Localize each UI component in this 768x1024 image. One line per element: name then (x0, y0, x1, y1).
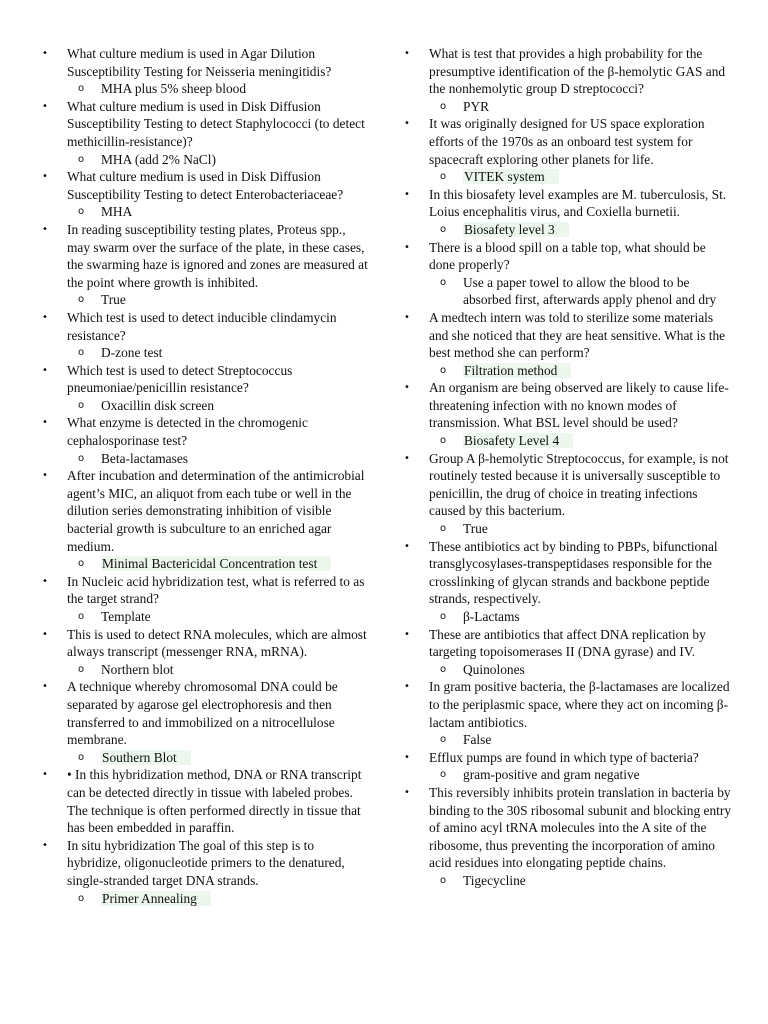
answer-item (38, 450, 368, 468)
question-text: In gram positive bacteria, the β-lactamases are localized to the periplasmic space, where they act on incoming β-lactam antibiotics. (429, 679, 730, 730)
question-item (38, 168, 368, 203)
question-item (38, 766, 368, 836)
sub-bullet-icon: o (440, 100, 447, 112)
bullet-icon: • (42, 100, 48, 112)
sub-bullet-icon: o (440, 734, 447, 746)
sub-bullet-icon: o (78, 399, 85, 411)
left-column (38, 45, 368, 907)
answer-item (400, 274, 735, 309)
answer-item (38, 397, 368, 415)
question-item (38, 837, 368, 890)
question-text: This reversibly inhibits protein translation in bacteria by binding to the 30S ribosomal subunit and blocking entry of amino acyl tRNA molecules into the A site of the ribosome, thus preventing the incorporation of amino acid residues into elongating peptide chains. (429, 784, 732, 871)
answer-item (400, 608, 735, 626)
answer-item (38, 890, 368, 908)
question-item (400, 309, 735, 362)
sub-bullet-icon: o (78, 611, 85, 622)
answer-item (38, 80, 368, 98)
sub-bullet-icon: o (78, 294, 85, 306)
sub-bullet-icon: o (78, 83, 85, 95)
bullet-icon: • (42, 48, 48, 59)
answer-text: Tigecycline (463, 872, 526, 888)
question-text: In reading susceptibility testing plates, Proteus spp., may swarm over the surface of the plate, in these cases, the swarming haze is ignored and zones are measured at the point where growth is inhibited. (67, 221, 368, 290)
question-text: What is test that provides a high probability for the presumptive identification of the β-hemolytic GAS and the nonhemolytic group D streptococci? (429, 46, 726, 97)
sub-bullet-icon: o (78, 558, 85, 570)
answer-text: Quinolones (463, 661, 525, 677)
bullet-icon: • (404, 452, 410, 464)
question-item (38, 362, 368, 397)
bullet-icon: • (42, 223, 48, 235)
question-item (400, 450, 735, 520)
sub-bullet-icon: o (440, 611, 447, 622)
sub-bullet-icon: o (440, 435, 447, 447)
question-item (400, 239, 735, 274)
question-text: What culture medium is used in Agar Dilution Susceptibility Testing for Neisseria meningitidis? (67, 46, 332, 79)
question-text: These antibiotics act by binding to PBPs, bifunctional transglycosylases-transpeptidases responsible for the crosslinking of glycan strands and backbone peptide strands, respectively. (429, 538, 718, 607)
bullet-icon: • (42, 839, 48, 851)
question-item (400, 115, 735, 168)
question-text: In Nucleic acid hybridization test, what is referred to as the target strand? (67, 573, 365, 607)
right-column (400, 45, 735, 890)
bullet-icon: • (404, 628, 410, 640)
question-text: Group A β-hemolytic Streptococcus, for example, is not routinely tested because it is universally susceptible to penicillin, the drug of choice in treating infections caused by this bacterium. (429, 450, 729, 519)
answer-text: Minimal Bactericidal Concentration test (101, 556, 331, 571)
answer-text: Oxacillin disk screen (101, 397, 215, 413)
answer-text: MHA (add 2% NaCl) (101, 151, 216, 167)
answer-text: Template (101, 609, 151, 624)
question-text: Efflux pumps are found in which type of bacteria? (429, 749, 699, 765)
answer-item (400, 362, 735, 380)
bullet-icon: • (404, 382, 410, 394)
answer-item (400, 98, 735, 116)
answer-text: Biosafety Level 4 (463, 433, 573, 448)
answer-text: Use a paper towel to allow the blood to be absorbed first, afterwards apply phenol and dry (463, 274, 717, 308)
answer-item (38, 203, 368, 221)
bullet-icon: • (404, 786, 410, 798)
sub-bullet-icon: o (440, 364, 447, 376)
question-item (38, 467, 368, 555)
question-text: It was originally designed for US space exploration efforts of the 1970s as an onboard test system for spacecraft exploring other planets for life. (429, 116, 705, 167)
bullet-icon: • (42, 769, 48, 781)
answer-item (400, 168, 735, 186)
answer-text: MHA (101, 204, 133, 220)
question-item (38, 414, 368, 449)
answer-item (400, 766, 735, 784)
answer-item (38, 291, 368, 309)
answer-item (400, 520, 735, 538)
sub-bullet-icon: o (78, 206, 85, 218)
bullet-icon: • (42, 417, 48, 429)
answer-text: PYR (463, 98, 490, 114)
question-text: What culture medium is used in Disk Diffusion Susceptibility Testing to detect Enterobacteriaceae? (67, 169, 344, 202)
question-text: A medtech intern was told to sterilize some materials and she noticed that they are heat sensitive. What is the best method she can perform? (429, 309, 726, 361)
question-text: What culture medium is used in Disk Diffusion Susceptibility Testing to detect Staphylococci (to detect methicillin-resistance)? (67, 98, 365, 149)
sub-bullet-icon: o (78, 347, 85, 359)
question-item (38, 221, 368, 291)
question-item (400, 784, 735, 872)
sub-bullet-icon: o (440, 276, 447, 288)
question-text: In situ hybridization The goal of this step is to hybridize, oligonucleotide primers to the denatured, single-stranded target DNA strands. (67, 837, 345, 888)
question-text: After incubation and determination of the antimicrobial agent’s MIC, an aliquot from each tube or well in the dilution series demonstrating inhibition of visible bacterial growth is subculture to an enriched agar medium. (67, 468, 365, 554)
answer-item (400, 872, 735, 890)
answer-item (38, 151, 368, 169)
answer-text: gram-positive and gram negative (463, 767, 640, 783)
bullet-icon: • (42, 575, 48, 587)
answer-text: Primer Annealing (101, 891, 211, 906)
sub-bullet-icon: o (78, 751, 85, 763)
answer-text: β-Lactams (463, 609, 520, 624)
answer-text: VITEK system (463, 169, 559, 184)
question-text: Which test is used to detect Streptococcus pneumoniae/penicillin resistance? (67, 362, 293, 396)
question-text: • In this hybridization method, DNA or RNA transcript can be detected directly in tissue with labeled probes. The technique is often performed directly in tissue that has been embedded in paraffin. (67, 767, 362, 836)
sub-bullet-icon: o (440, 223, 447, 235)
sub-bullet-icon: o (440, 769, 447, 781)
sub-bullet-icon: o (440, 171, 447, 183)
answer-text: Filtration method (463, 363, 571, 378)
bullet-icon: • (404, 48, 410, 59)
bullet-icon: • (42, 681, 48, 693)
question-text: What enzyme is detected in the chromogenic cephalosporinase test? (67, 415, 308, 449)
question-item (400, 45, 735, 98)
bullet-icon: • (42, 628, 48, 640)
answer-text: True (101, 292, 126, 308)
question-item (38, 626, 368, 661)
question-item (38, 573, 368, 608)
sub-bullet-icon: o (440, 523, 447, 535)
answer-item (400, 221, 735, 239)
answer-item (400, 731, 735, 749)
answer-text: MHA plus 5% sheep blood (101, 81, 247, 97)
question-item (400, 626, 735, 661)
answer-text: Beta-lactamases (101, 450, 188, 466)
answer-text: D-zone test (101, 345, 163, 361)
question-text: Which test is used to detect inducible clindamycin resistance? (67, 309, 337, 343)
question-item (38, 678, 368, 748)
answer-text: Northern blot (101, 661, 174, 677)
question-item (400, 678, 735, 731)
question-item (400, 186, 735, 221)
question-text: A technique whereby chromosomal DNA could be separated by agarose gel electrophoresis and then transferred to and immobilized on a nitrocellulose membrane. (67, 679, 338, 748)
answer-text: True (463, 521, 488, 537)
bullet-icon: • (42, 364, 48, 376)
answer-text: Biosafety level 3 (463, 222, 569, 237)
bullet-icon: • (42, 171, 48, 183)
question-item (38, 45, 368, 80)
question-item (400, 379, 735, 432)
answer-item (400, 432, 735, 450)
answer-item (38, 749, 368, 767)
sub-bullet-icon: o (440, 874, 447, 886)
answer-text: False (463, 732, 492, 748)
question-item (400, 538, 735, 608)
question-item (38, 98, 368, 151)
question-text: These are antibiotics that affect DNA replication by targeting topoisomerases II (DNA gyrase) and IV. (429, 626, 706, 660)
bullet-icon: • (404, 188, 410, 200)
bullet-icon: • (404, 311, 410, 323)
question-item (400, 749, 735, 767)
sub-bullet-icon: o (78, 663, 85, 675)
question-item (38, 309, 368, 344)
question-text: An organism are being observed are likely to cause life-threatening infection with no known modes of transmission. What BSL level should be used? (429, 380, 729, 431)
question-text: This is used to detect RNA molecules, which are almost always transcript (messenger RNA, mRNA). (67, 626, 367, 660)
bullet-icon: • (404, 118, 410, 130)
sub-bullet-icon: o (440, 663, 447, 675)
answer-item (38, 555, 368, 573)
bullet-icon: • (404, 681, 410, 693)
answer-item (38, 608, 368, 626)
sub-bullet-icon: o (78, 452, 85, 464)
answer-item (400, 661, 735, 679)
answer-text: Southern Blot (101, 750, 191, 765)
sub-bullet-icon: o (78, 892, 85, 904)
answer-item (38, 661, 368, 679)
bullet-icon: • (404, 540, 410, 552)
question-text: There is a blood spill on a table top, what should be done properly? (429, 239, 706, 273)
answer-item (38, 344, 368, 362)
bullet-icon: • (42, 470, 48, 482)
question-text: In this biosafety level examples are M. tuberculosis, St. Loius encephalitis virus, and Coxiella burnetii. (429, 186, 727, 220)
bullet-icon: • (404, 751, 410, 763)
bullet-icon: • (42, 311, 48, 323)
bullet-icon: • (404, 241, 410, 253)
sub-bullet-icon: o (78, 153, 85, 165)
